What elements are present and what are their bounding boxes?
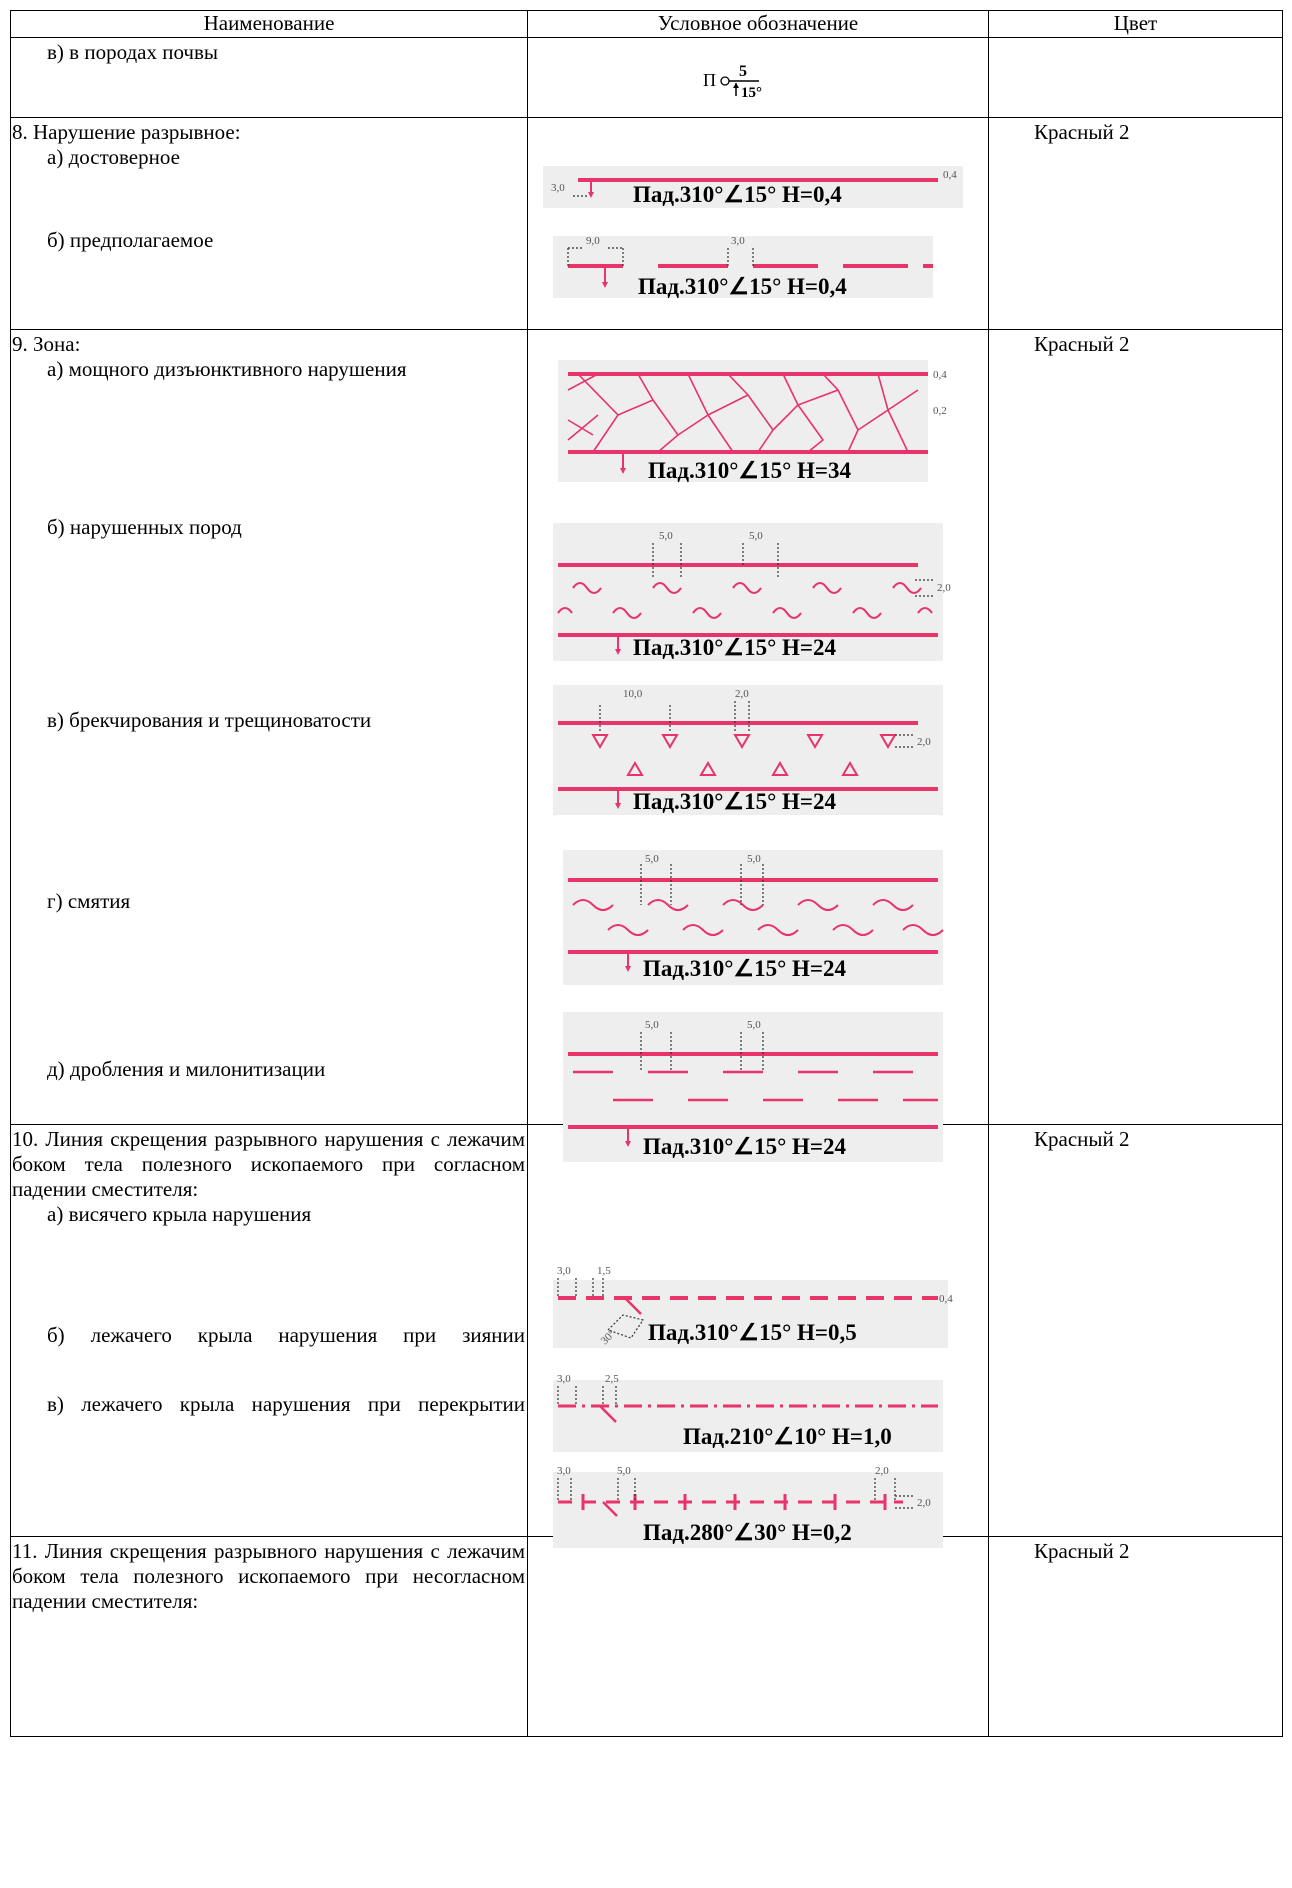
svg-text:5,0: 5,0 <box>749 530 763 542</box>
svg-text:2,0: 2,0 <box>917 736 931 748</box>
item-8a: а) достоверное <box>47 145 180 169</box>
table-row <box>11 1537 1283 1737</box>
svg-text:1,5: 1,5 <box>597 1265 611 1277</box>
svg-text:Пад.310°∠15° Н=0,5: Пад.310°∠15° Н=0,5 <box>648 1320 857 1345</box>
svg-text:5: 5 <box>739 63 747 80</box>
svg-text:3,0: 3,0 <box>557 1265 571 1277</box>
item-11-title: 11. Линия скрещения разрывного нарушения с лежачим боком тела полезного ископаемого при несогласном падении сместителя: <box>12 1539 525 1613</box>
svg-text:Пад.310°∠15° Н=24: Пад.310°∠15° Н=24 <box>643 956 847 981</box>
svg-text:5,0: 5,0 <box>617 1465 631 1477</box>
legend-table <box>10 10 1283 1737</box>
symbol-zone-breccia <box>553 685 993 825</box>
table-row <box>11 1125 1283 1537</box>
item-10b: б) лежачего крыла нарушения при зиянии <box>47 1323 525 1347</box>
symbol-zone-disjunctive <box>558 360 998 485</box>
item-9c: в) брекчирования и трещиноватости <box>47 708 372 732</box>
item-9d: г) смятия <box>47 889 131 913</box>
table-row <box>11 118 1283 330</box>
item-8-title: 8. Нарушение разрывное: <box>12 120 241 144</box>
item-7c: в) в породах почвы <box>47 40 218 64</box>
svg-text:Пад.280°∠30° Н=0,2: Пад.280°∠30° Н=0,2 <box>643 1520 852 1545</box>
symbol-cell <box>528 330 989 1159</box>
item-9a: а) мощного дизъюнктивного нарушения <box>47 357 407 381</box>
symbol-zone-crumpling <box>563 850 1003 990</box>
svg-text:5,0: 5,0 <box>747 853 761 865</box>
symbol-zone-broken-rocks <box>553 523 993 663</box>
color-cell: Красный 2 <box>989 1125 1283 1537</box>
color-cell: Красный 2 <box>989 118 1283 330</box>
svg-text:5,0: 5,0 <box>645 853 659 865</box>
symbol-cell <box>528 118 989 330</box>
svg-text:10,0: 10,0 <box>623 688 643 700</box>
symbol-fault-certain <box>543 158 973 218</box>
svg-text:П: П <box>703 70 716 90</box>
svg-text:0,4: 0,4 <box>939 1293 953 1305</box>
svg-text:0,2: 0,2 <box>933 405 947 417</box>
svg-text:Пад.310°∠15° Н=24: Пад.310°∠15° Н=24 <box>633 635 837 660</box>
svg-text:3,0: 3,0 <box>551 182 565 194</box>
svg-text:3,0: 3,0 <box>731 235 745 247</box>
svg-text:Пад.310°∠15° Н=24: Пад.310°∠15° Н=24 <box>633 789 837 814</box>
svg-text:9,0: 9,0 <box>586 235 600 247</box>
svg-text:5,0: 5,0 <box>747 1019 761 1031</box>
svg-text:2,0: 2,0 <box>917 1497 931 1509</box>
symbol-cross-hanging-wall <box>553 1260 993 1360</box>
svg-text:15°: 15° <box>741 85 762 101</box>
svg-text:2,0: 2,0 <box>875 1465 889 1477</box>
svg-text:0,4: 0,4 <box>943 169 957 181</box>
svg-text:0,4: 0,4 <box>933 369 947 381</box>
table-row <box>11 38 1283 118</box>
svg-text:Пад.210°∠10° Н=1,0: Пад.210°∠10° Н=1,0 <box>683 1424 892 1449</box>
symbol-cross-footwall-overlap <box>553 1462 993 1552</box>
symbol-cell <box>528 38 989 118</box>
svg-text:2,0: 2,0 <box>937 582 951 594</box>
item-9b: б) нарушенных пород <box>47 515 242 539</box>
svg-text:Пад.310°∠15° Н=24: Пад.310°∠15° Н=24 <box>643 1134 847 1159</box>
svg-text:3,0: 3,0 <box>557 1373 571 1385</box>
item-9e: д) дробления и милонитизации <box>47 1057 326 1081</box>
color-cell: Красный 2 <box>989 1537 1283 1737</box>
symbol-soil-dip <box>703 48 823 108</box>
item-10-title: 10. Линия скрещения разрывного нарушения с лежачим боком тела полезного ископаемого при согласном падении сместителя: <box>12 1127 525 1201</box>
svg-text:Пад.310°∠15° Н=0,4: Пад.310°∠15° Н=0,4 <box>638 274 847 299</box>
item-8b: б) предполагаемое <box>47 228 214 252</box>
svg-text:2,5: 2,5 <box>605 1373 619 1385</box>
item-9-title: 9. Зона: <box>12 332 81 356</box>
svg-text:5,0: 5,0 <box>659 530 673 542</box>
table-row <box>11 330 1283 1125</box>
symbol-cell <box>528 1125 989 1545</box>
symbol-fault-supposed <box>553 228 983 303</box>
svg-text:Пад.310°∠15° Н=34: Пад.310°∠15° Н=34 <box>648 458 852 483</box>
symbol-cross-footwall-gap <box>553 1370 993 1460</box>
svg-text:3,0: 3,0 <box>557 1465 571 1477</box>
color-cell: Красный 2 <box>989 330 1283 1125</box>
header-name: Наименование <box>11 11 528 38</box>
header-color: Цвет <box>989 11 1283 38</box>
table-header <box>11 11 1283 38</box>
svg-text:Пад.310°∠15° Н=0,4: Пад.310°∠15° Н=0,4 <box>633 182 842 207</box>
svg-text:5,0: 5,0 <box>645 1019 659 1031</box>
header-symbol: Условное обозначение <box>528 11 989 38</box>
item-10c: в) лежачего крыла нарушения при перекрытии <box>47 1392 525 1416</box>
item-10a: а) висячего крыла нарушения <box>47 1202 312 1226</box>
svg-text:2,0: 2,0 <box>735 688 749 700</box>
svg-text:30°: 30° <box>598 1327 619 1348</box>
